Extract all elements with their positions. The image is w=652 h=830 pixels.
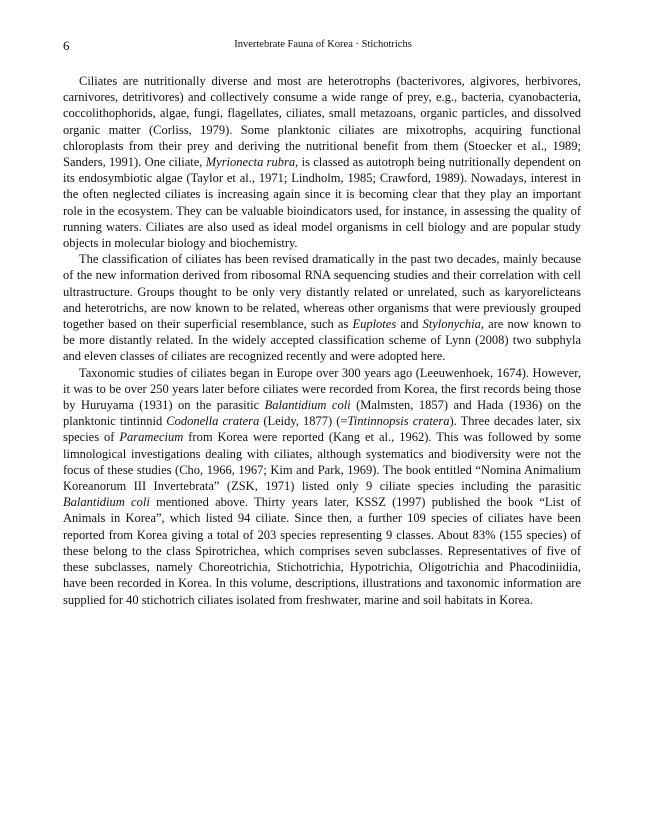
text-run: Ciliates are nutritionally diverse and most are heterotrophs (bacterivores, algivores, herbivores, carnivores, detritivores) and collectively consume a wide range of prey, e.g., bacteria, cyanobacteria, coccolithophorids, algae, fungi, flagellates, ciliates, small metazoans, organic particles, and dissolved organic matter (Corliss, 1979). Some planktonic ciliates are mixotrophs, acquiring functional chloroplasts from their prey and deriving the nutritional benefit from them (Stoecker et al., 1989; Sanders, 1991). One ciliate, [63, 74, 581, 170]
text-run: , is classed as autotroph being nutritionally dependent on its endosymbiotic algae (Taylor et al., 1971; Lindholm, 1985; Crawford, 1989). Nowadays, interest in the often neglected ciliates is increasing again since it is becoming clear that they play an important role in the ecosystem. They can be valuable bioindicators used, for instance, in assessing the quality of running waters. Ciliates are also used as ideal model organisms in cell biology and are popular study objects in molecular biology and biochemistry. [63, 155, 581, 251]
running-title: Invertebrate Fauna of Korea · Stichotrichs [234, 39, 412, 50]
text-run: (Leidy, 1877) (= [259, 414, 348, 429]
text-run: Taxonomic studies of ciliates began in Europe over 300 years ago (Leeuwenhoek, 1674). However, it was to be over 250 years later before ciliates were recorded from Korea, the first records being those by Huruyama (1931) on the parasitic [63, 365, 581, 413]
italic-text-run: Balantidium coli [264, 398, 351, 413]
text-run: mentioned above. Thirty years later, KSSZ (1997) published the book “List of Animals in Korea”, which listed 94 ciliate. Since then, a further 109 species of ciliates have been reported from Korea giving a total of 203 species representing 9 classes. About 83% (155 species) of these belong to the class Spirotrichea, which comprises seven subclasses. Representatives of five of these subclasses, namely Choreotrichia, Stichotrichia, Hypotrichia, Oligotrichia and Phacodiniidia, have been recorded in Korea. In this volume, descriptions, illustrations and taxonomic information are supplied for 40 stichotrich ciliates isolated from freshwater, marine and soil habitats in Korea. [63, 495, 581, 607]
italic-text-run: Balantidium coli [63, 495, 150, 510]
paragraph [63, 251, 581, 364]
italic-text-run: Euplotes [352, 317, 397, 332]
body-text [63, 73, 581, 608]
text-run: (Malmsten, 1857) and Hada (1936) on the planktonic tintinnid [63, 398, 582, 429]
italic-text-run: Paramecium [119, 430, 184, 445]
text-run: , are now known to be more distantly related. In the widely accepted classification scheme of Lynn (2008) two subphyla and eleven classes of ciliates are recognized recently and were adopted here. [63, 317, 581, 364]
paragraph [63, 365, 581, 608]
text-run: from Korea were reported (Kang et al., 1962). This was followed by some limnological investigations dealing with ciliates, although systematics and biodiversity were not the focus of these studies (Cho, 1966, 1967; Kim and Park, 1969). The book entitled “Nomina Animalium Koreanorum III Invertebrata” (ZSK, 1971) listed only 9 ciliate species including the parasitic [63, 430, 581, 494]
italic-text-run: Myrionecta rubra [205, 155, 296, 170]
page-header [63, 38, 583, 54]
text-run: The classification of ciliates has been revised dramatically in the past two decades, mainly because of the new information derived from ribosomal RNA sequencing studies and their correlation with cell ultrastructure. Groups thought to be only very distantly related or unrelated, such as karyorelicteans and heterotrichs, are now known to be related, whereas other organisms that were previously grouped together based on their superficial resemblance, such as [63, 252, 581, 332]
text-run: ). Three decades later, six species of [63, 414, 581, 445]
page-number: 6 [63, 38, 70, 53]
italic-text-run: Codonella cratera [166, 414, 260, 429]
italic-text-run: Stylonychia [422, 317, 481, 332]
text-run: and [396, 317, 423, 332]
paragraph [63, 73, 581, 251]
italic-text-run: Tintinnopsis cratera [347, 414, 450, 429]
